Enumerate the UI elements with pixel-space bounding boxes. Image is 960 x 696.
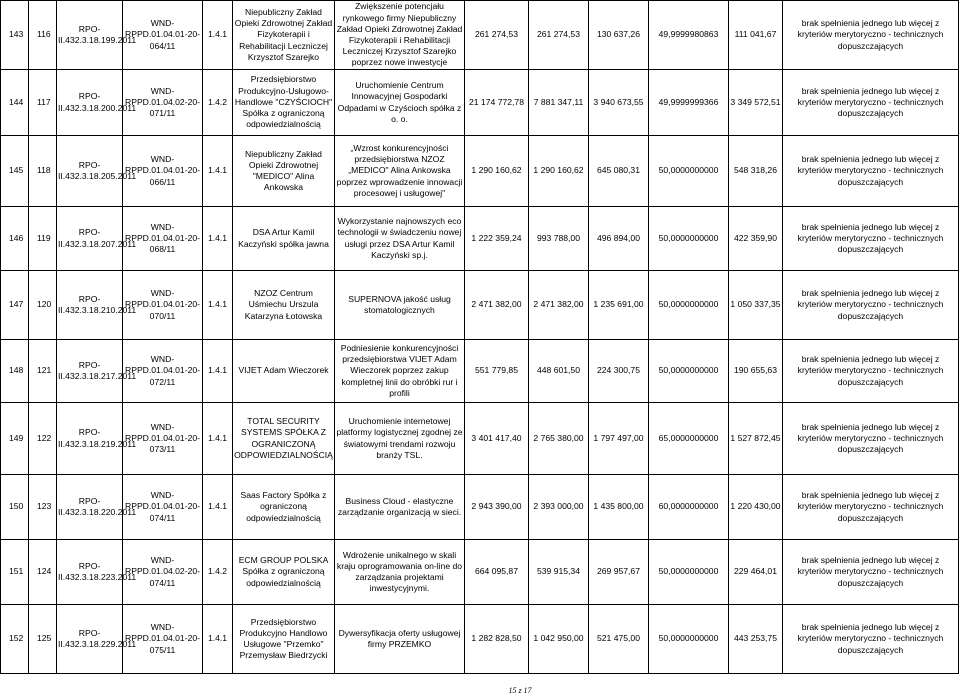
- applicant-cell: Saas Factory Spółka z ograniczoną odpowiedzialnością: [233, 475, 335, 540]
- total-value-cell: 21 174 772,78: [465, 70, 529, 136]
- application-number-cell: 116: [29, 1, 57, 70]
- percent-cell: 49,9999999366: [649, 70, 729, 136]
- project-title-cell: Wykorzystanie najnowszych eco technologii w świadczeniu nowej usługi przez DSA Artur Kamil Kaczyński sp.j.: [335, 207, 465, 271]
- total-value-cell: 1 222 359,24: [465, 207, 529, 271]
- rpo-ref-cell: RPO-II.432.3.18.223.2011: [57, 540, 123, 605]
- applicant-cell: TOTAL SECURITY SYSTEMS SPÓŁKA Z OGRANICZONĄ ODPOWIEDZIALNOŚCIĄ: [233, 403, 335, 475]
- row-number-cell: 143: [1, 1, 29, 70]
- rejection-reason-cell: brak spełnienia jednego lub więcej z kryteriów merytoryczno - technicznych dopuszczających: [783, 605, 959, 674]
- efrr-amount-cell: 548 318,26: [729, 136, 783, 207]
- application-number-cell: 117: [29, 70, 57, 136]
- percent-cell: 49,9999980863: [649, 1, 729, 70]
- action-cell: 1.4.1: [203, 136, 233, 207]
- project-title-cell: Uruchomienie internetowej platformy logistycznej zgodnej ze światowymi trendami rozwoju branży TSL.: [335, 403, 465, 475]
- applicant-cell: DSA Artur Kamil Kaczyński spółka jawna: [233, 207, 335, 271]
- percent-cell: 50,0000000000: [649, 605, 729, 674]
- project-title-cell: Wdrożenie unikalnego w skali kraju oprogramowania on-line do zarządzania projektami inwestycyjnymi.: [335, 540, 465, 605]
- subsidy-cell: 496 894,00: [589, 207, 649, 271]
- efrr-amount-cell: 443 253,75: [729, 605, 783, 674]
- rpo-ref-cell: RPO-II.432.3.18.219.2011: [57, 403, 123, 475]
- table-row: [1, 136, 959, 207]
- row-number-cell: 150: [1, 475, 29, 540]
- eligible-costs-cell: 1 290 160,62: [529, 136, 589, 207]
- total-value-cell: 261 274,53: [465, 1, 529, 70]
- subsidy-cell: 1 797 497,00: [589, 403, 649, 475]
- rpo-ref-cell: RPO-II.432.3.18.220.2011: [57, 475, 123, 540]
- efrr-amount-cell: 1 220 430,00: [729, 475, 783, 540]
- eligible-costs-cell: 2 393 000,00: [529, 475, 589, 540]
- subsidy-cell: 130 637,26: [589, 1, 649, 70]
- row-number-cell: 145: [1, 136, 29, 207]
- action-cell: 1.4.1: [203, 207, 233, 271]
- rejection-reason-cell: brak spełnienia jednego lub więcej z kryteriów merytoryczno - technicznych dopuszczających: [783, 207, 959, 271]
- action-cell: 1.4.1: [203, 1, 233, 70]
- total-value-cell: 1 282 828,50: [465, 605, 529, 674]
- subsidy-cell: 521 475,00: [589, 605, 649, 674]
- wnd-ref-cell: WND-RPPD.01.04.01-20-073/11: [123, 403, 203, 475]
- wnd-ref-cell: WND-RPPD.01.04.01-20-072/11: [123, 340, 203, 403]
- wnd-ref-cell: WND-RPPD.01.04.01-20-074/11: [123, 475, 203, 540]
- eligible-costs-cell: 2 471 382,00: [529, 271, 589, 340]
- total-value-cell: 2 943 390,00: [465, 475, 529, 540]
- eligible-costs-cell: 539 915,34: [529, 540, 589, 605]
- rpo-ref-cell: RPO-II.432.3.18.217.2011: [57, 340, 123, 403]
- wnd-ref-cell: WND-RPPD.01.04.02-20-074/11: [123, 540, 203, 605]
- applicant-cell: VIJET Adam Wieczorek: [233, 340, 335, 403]
- application-number-cell: 122: [29, 403, 57, 475]
- project-title-cell: Business Cloud - elastyczne zarządzanie organizacją w sieci.: [335, 475, 465, 540]
- applicant-cell: Niepubliczny Zakład Opieki Zdrowotnej Zakład Fizykoterapii i Rehabilitacji Leczniczej Krzysztof Szarejko: [233, 1, 335, 70]
- percent-cell: 65,0000000000: [649, 403, 729, 475]
- efrr-amount-cell: 422 359,90: [729, 207, 783, 271]
- percent-cell: 50,0000000000: [649, 540, 729, 605]
- row-number-cell: 144: [1, 70, 29, 136]
- eligible-costs-cell: 1 042 950,00: [529, 605, 589, 674]
- percent-cell: 60,0000000000: [649, 475, 729, 540]
- rejection-reason-cell: brak spełnienia jednego lub więcej z kryteriów merytoryczno - technicznych dopuszczających: [783, 475, 959, 540]
- row-number-cell: 146: [1, 207, 29, 271]
- total-value-cell: 2 471 382,00: [465, 271, 529, 340]
- efrr-amount-cell: 190 655,63: [729, 340, 783, 403]
- percent-cell: 50,0000000000: [649, 271, 729, 340]
- eligible-costs-cell: 2 765 380,00: [529, 403, 589, 475]
- table-row: [1, 403, 959, 475]
- applicant-cell: NZOZ Centrum Uśmiechu Urszula Katarzyna Łotowska: [233, 271, 335, 340]
- rpo-ref-cell: RPO-II.432.3.18.229.2011: [57, 605, 123, 674]
- project-title-cell: Podniesienie konkurencyjności przedsiębiorstwa VIJET Adam Wieczorek poprzez zakup kompletnej linii do obróbki rur i profili: [335, 340, 465, 403]
- rejection-reason-cell: brak spełnienia jednego lub więcej z kryteriów merytoryczno - technicznych dopuszczających: [783, 1, 959, 70]
- project-title-cell: Zwiększenie potencjału rynkowego firmy Niepubliczny Zakład Opieki Zdrowotnej Zakład Fizykoterapii i Rehabilitacji Leczniczej Krzysztof Szarejko poprzez nowe inwestycje: [335, 1, 465, 70]
- eligible-costs-cell: 448 601,50: [529, 340, 589, 403]
- applicant-cell: Przedsiębiorstwo Produkcyjno Handlowo Usługowe "Przemko" Przemysław Biedrzycki: [233, 605, 335, 674]
- subsidy-cell: 269 957,67: [589, 540, 649, 605]
- action-cell: 1.4.2: [203, 540, 233, 605]
- action-cell: 1.4.2: [203, 70, 233, 136]
- wnd-ref-cell: WND-RPPD.01.04.01-20-066/11: [123, 136, 203, 207]
- project-title-cell: SUPERNOVA jakość usług stomatologicznych: [335, 271, 465, 340]
- wnd-ref-cell: WND-RPPD.01.04.02-20-071/11: [123, 70, 203, 136]
- rpo-ref-cell: RPO-II.432.3.18.205.2011: [57, 136, 123, 207]
- rejection-reason-cell: brak spełnienia jednego lub więcej z kryteriów merytoryczno - technicznych dopuszczających: [783, 540, 959, 605]
- efrr-amount-cell: 229 464,01: [729, 540, 783, 605]
- rejection-reason-cell: brak spełnienia jednego lub więcej z kryteriów merytoryczno - technicznych dopuszczających: [783, 271, 959, 340]
- application-number-cell: 125: [29, 605, 57, 674]
- rejection-reason-cell: brak spełnienia jednego lub więcej z kryteriów merytoryczno - technicznych dopuszczających: [783, 70, 959, 136]
- subsidy-cell: 3 940 673,55: [589, 70, 649, 136]
- rpo-ref-cell: RPO-II.432.3.18.199.2011: [57, 1, 123, 70]
- table-row: [1, 605, 959, 674]
- wnd-ref-cell: WND-RPPD.01.04.01-20-075/11: [123, 605, 203, 674]
- application-number-cell: 121: [29, 340, 57, 403]
- row-number-cell: 149: [1, 403, 29, 475]
- rejection-reason-cell: brak spełnienia jednego lub więcej z kryteriów merytoryczno - technicznych dopuszczających: [783, 403, 959, 475]
- action-cell: 1.4.1: [203, 271, 233, 340]
- subsidy-cell: 645 080,31: [589, 136, 649, 207]
- percent-cell: 50,0000000000: [649, 340, 729, 403]
- table-row: [1, 540, 959, 605]
- table-row: [1, 271, 959, 340]
- project-title-cell: Dywersyfikacja oferty usługowej firmy PRZEMKO: [335, 605, 465, 674]
- eligible-costs-cell: 993 788,00: [529, 207, 589, 271]
- application-number-cell: 118: [29, 136, 57, 207]
- subsidy-cell: 1 235 691,00: [589, 271, 649, 340]
- rpo-ref-cell: RPO-II.432.3.18.207.2011: [57, 207, 123, 271]
- wnd-ref-cell: WND-RPPD.01.04.01-20-068/11: [123, 207, 203, 271]
- application-number-cell: 119: [29, 207, 57, 271]
- table-row: [1, 340, 959, 403]
- action-cell: 1.4.1: [203, 403, 233, 475]
- efrr-amount-cell: 1 527 872,45: [729, 403, 783, 475]
- total-value-cell: 664 095,87: [465, 540, 529, 605]
- rpo-ref-cell: RPO-II.432.3.18.210.2011: [57, 271, 123, 340]
- wnd-ref-cell: WND-RPPD.01.04.01-20-064/11: [123, 1, 203, 70]
- applicant-cell: ECM GROUP POLSKA Spółka z ograniczoną odpowiedzialnością: [233, 540, 335, 605]
- table-row: [1, 475, 959, 540]
- wnd-ref-cell: WND-RPPD.01.04.01-20-070/11: [123, 271, 203, 340]
- eligible-costs-cell: 261 274,53: [529, 1, 589, 70]
- efrr-amount-cell: 1 050 337,35: [729, 271, 783, 340]
- action-cell: 1.4.1: [203, 475, 233, 540]
- row-number-cell: 152: [1, 605, 29, 674]
- percent-cell: 50,0000000000: [649, 207, 729, 271]
- rejection-reason-cell: brak spełnienia jednego lub więcej z kryteriów merytoryczno - technicznych dopuszczających: [783, 340, 959, 403]
- application-number-cell: 120: [29, 271, 57, 340]
- eligible-costs-cell: 7 881 347,11: [529, 70, 589, 136]
- table-row: [1, 1, 959, 70]
- efrr-amount-cell: 3 349 572,51: [729, 70, 783, 136]
- subsidy-cell: 1 435 800,00: [589, 475, 649, 540]
- percent-cell: 50,0000000000: [649, 136, 729, 207]
- table-row: [1, 207, 959, 271]
- applicant-cell: Niepubliczny Zakład Opieki Zdrowotnej "MEDICO" Alina Ankowska: [233, 136, 335, 207]
- applicant-cell: Przedsiębiorstwo Produkcyjno-Usługowo-Handlowe "CZYŚCIOCH" Spółka z ograniczoną odpowiedzialnością: [233, 70, 335, 136]
- rpo-ref-cell: RPO-II.432.3.18.200.2011: [57, 70, 123, 136]
- application-number-cell: 123: [29, 475, 57, 540]
- efrr-amount-cell: 111 041,67: [729, 1, 783, 70]
- row-number-cell: 147: [1, 271, 29, 340]
- page-number: 15 z 17: [508, 686, 532, 695]
- project-title-cell: „Wzrost konkurencyjności przedsiębiorstwa NZOZ „MEDICO" Alina Ankowska poprzez wprowadzenie innowacji procesowej i usługowej": [335, 136, 465, 207]
- project-title-cell: Uruchomienie Centrum Innowacyjnej Gospodarki Odpadami w Czyścioch spółka z o. o.: [335, 70, 465, 136]
- rejection-reason-cell: brak spełnienia jednego lub więcej z kryteriów merytoryczno - technicznych dopuszczających: [783, 136, 959, 207]
- total-value-cell: 551 779,85: [465, 340, 529, 403]
- table-row: [1, 70, 959, 136]
- total-value-cell: 3 401 417,40: [465, 403, 529, 475]
- application-number-cell: 124: [29, 540, 57, 605]
- row-number-cell: 151: [1, 540, 29, 605]
- action-cell: 1.4.1: [203, 605, 233, 674]
- total-value-cell: 1 290 160,62: [465, 136, 529, 207]
- subsidy-cell: 224 300,75: [589, 340, 649, 403]
- action-cell: 1.4.1: [203, 340, 233, 403]
- row-number-cell: 148: [1, 340, 29, 403]
